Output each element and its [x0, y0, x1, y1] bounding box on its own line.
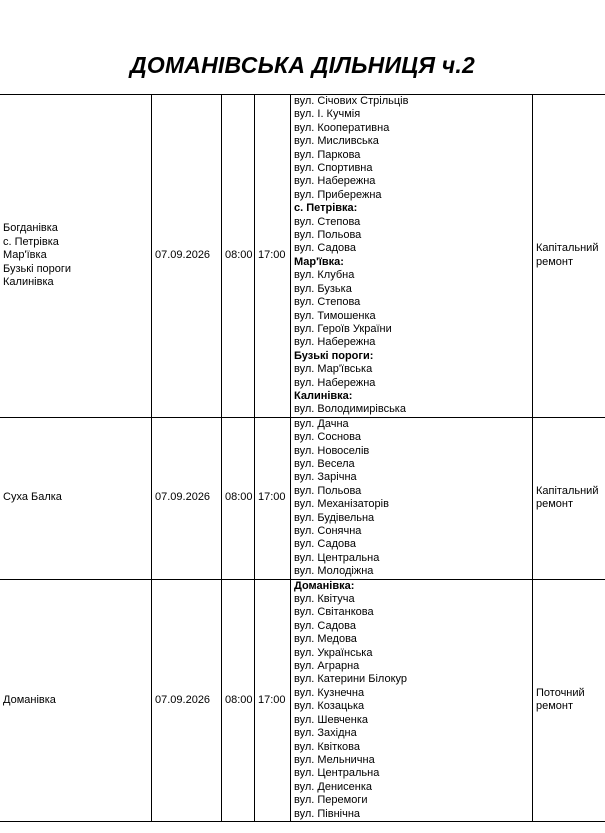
street-name: вул. Мар'ївська — [294, 363, 373, 376]
end-time-cell: 17:00 — [255, 417, 291, 579]
date-cell: 07.09.2026 — [152, 579, 222, 821]
work-type-cell — [533, 95, 605, 418]
streets-cell — [291, 579, 533, 821]
table-row — [0, 417, 605, 579]
work-type-text: Капітальний — [536, 484, 599, 497]
street-name: вул. Січових Стрільців — [294, 95, 409, 107]
street-name: вул. Західна — [294, 727, 357, 740]
street-name: вул. Катерини Білокур — [294, 673, 407, 686]
settlement-heading: Бузькі пороги: — [294, 349, 374, 362]
work-type-cell — [533, 417, 605, 579]
street-name: вул. Бузька — [294, 282, 352, 295]
street-name: вул. Мисливська — [294, 135, 379, 148]
street-name: вул. Набережна — [294, 336, 376, 349]
street-name: вул. Аграрна — [294, 660, 360, 673]
start-time-cell: 08:00 — [222, 579, 255, 821]
street-name: вул. Садова — [294, 538, 356, 551]
street-name: вул. Паркова — [294, 148, 361, 161]
street-name: вул. Північна — [294, 807, 361, 820]
work-type-text: ремонт — [536, 255, 574, 268]
settlement-heading: с. Петрівка: — [294, 202, 358, 215]
street-name: вул. Набережна — [294, 175, 376, 188]
table-row — [0, 579, 605, 821]
location-name: Калинівка — [3, 275, 54, 288]
location-name: Богданівка — [3, 222, 58, 235]
work-type-text: ремонт — [536, 700, 574, 713]
location-name: Суха Балка — [3, 491, 62, 504]
settlement-heading: Калинівка: — [294, 389, 353, 402]
date-cell: 07.09.2026 — [152, 417, 222, 579]
street-name: вул. Молодіжна — [294, 565, 374, 578]
schedule-body — [0, 95, 605, 822]
street-name: вул. Степова — [294, 215, 361, 228]
street-name: вул. Тимошенка — [294, 309, 376, 322]
locations-cell — [0, 95, 152, 418]
streets-cell — [291, 417, 533, 579]
work-type-text: ремонт — [536, 498, 574, 511]
street-name: вул. Соснова — [294, 431, 361, 444]
street-name: вул. Набережна — [294, 376, 376, 389]
location-name: с. Петрівка — [3, 235, 59, 248]
street-name: вул. Перемоги — [294, 794, 368, 807]
start-time-cell: 08:00 — [222, 95, 255, 418]
street-name: вул. Зарічна — [294, 471, 357, 484]
street-name: вул. Володимирівська — [294, 403, 406, 416]
street-name: вул. Спортивна — [294, 162, 373, 175]
date-cell: 07.09.2026 — [152, 95, 222, 418]
street-name: вул. Світанкова — [294, 606, 374, 619]
street-name: вул. Прибережна — [294, 188, 382, 201]
street-name: вул. Дачна — [294, 417, 349, 430]
street-name: вул. Будівельна — [294, 511, 375, 524]
street-name: вул. Центральна — [294, 767, 380, 780]
settlement-heading: Мар'ївка: — [294, 255, 344, 268]
street-name: вул. Квітуча — [294, 593, 355, 606]
street-name: вул. І. Кучмія — [294, 108, 361, 121]
end-time-cell: 17:00 — [255, 95, 291, 418]
street-name: вул. Українська — [294, 646, 373, 659]
street-name: вул. Мельнична — [294, 753, 375, 766]
street-name: вул. Кооперативна — [294, 121, 390, 134]
location-name: Бузькі пороги — [3, 262, 72, 275]
street-name: вул. Козацька — [294, 700, 365, 713]
outage-schedule-table — [0, 94, 605, 822]
street-name: вул. Центральна — [294, 551, 380, 564]
street-name: вул. Сонячна — [294, 525, 362, 537]
streets-cell — [291, 95, 533, 418]
street-name: вул. Медова — [294, 633, 357, 646]
street-name: вул. Польова — [294, 229, 362, 242]
work-type-cell — [533, 579, 605, 821]
street-name: вул. Степова — [294, 296, 361, 309]
street-name: вул. Кузнечна — [294, 686, 365, 699]
location-name: Мар'ївка — [3, 249, 47, 262]
start-time-cell: 08:00 — [222, 417, 255, 579]
street-name: вул. Героїв України — [294, 322, 392, 335]
work-type-text: Поточний — [536, 686, 585, 699]
work-type-text: Капітальний — [536, 242, 599, 255]
settlement-heading: Доманівка: — [294, 579, 355, 592]
street-name: вул. Польова — [294, 484, 362, 497]
street-name: вул. Садова — [294, 242, 356, 255]
street-name: вул. Весела — [294, 457, 355, 470]
location-name: Доманівка — [3, 693, 56, 706]
table-row — [0, 95, 605, 418]
end-time-cell: 17:00 — [255, 579, 291, 821]
street-name: вул. Денисенка — [294, 780, 373, 793]
street-name: вул. Шевченка — [294, 713, 369, 726]
street-name: вул. Механізаторів — [294, 498, 389, 511]
street-name: вул. Квіткова — [294, 740, 361, 753]
street-name: вул. Клубна — [294, 269, 355, 282]
page-title: ДОМАНІВСЬКА ДІЛЬНИЦЯ ч.2 — [130, 52, 475, 78]
locations-cell — [0, 579, 152, 821]
street-name: вул. Садова — [294, 619, 356, 632]
locations-cell — [0, 417, 152, 579]
street-name: вул. Новоселів — [294, 444, 370, 457]
